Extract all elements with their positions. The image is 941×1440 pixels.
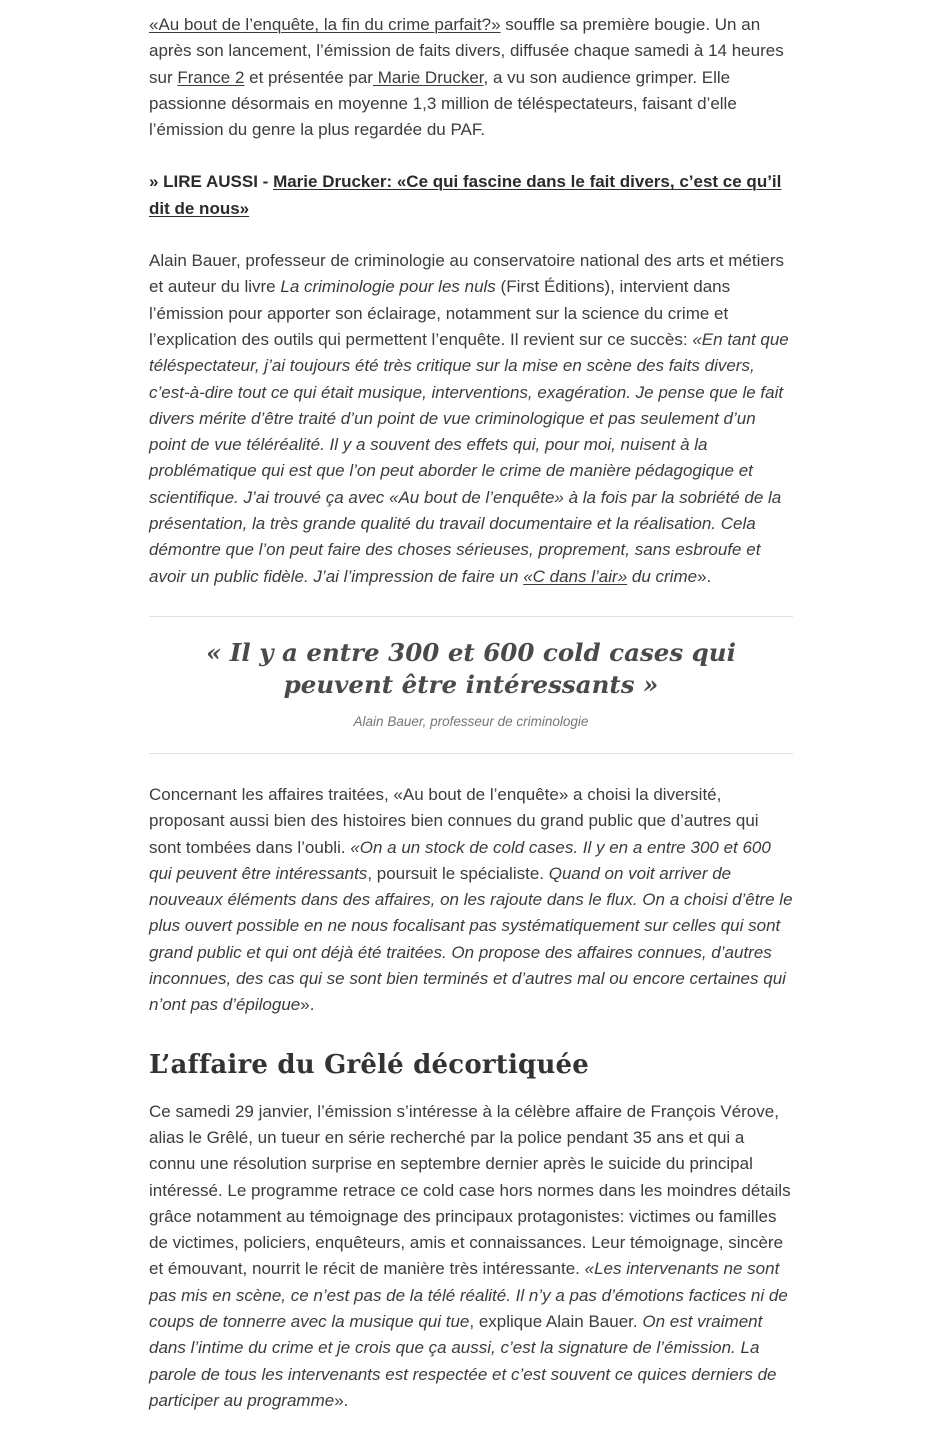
text-segment: La criminologie pour les nuls — [280, 277, 496, 297]
text-segment: , explique Alain Bauer. — [469, 1311, 643, 1331]
text-segment: Concernant les affaires traitées, «Au bout de l’enquête» a choisi la diversité, proposant aussi bien des histoires bien connues du grand public que d’autres qui sont tombées dans l’oubli. — [149, 784, 759, 857]
text-segment: «On a un stock de cold cases. Il y en a entre 300 et 600 qui peuvent être intéressants — [149, 837, 771, 883]
text-segment: Quand on voit arriver de nouveaux éléments dans des affaires, on les rajoute dans le flux. On a choisi d’être le plus ouvert possible en ne nous focalisant pas systématiquement sur celles qui sont grand public et qui ont déjà été traitées. On propose des affaires connues, d’autres inconnues, des cas qui se sont bien terminés et d’autres mal ou encore certaines qui n’ont pas d’épilogue — [149, 863, 793, 1015]
pull-quote-attribution: Alain Bauer, professeur de criminologie — [353, 713, 589, 729]
text-segment: et présentée par — [244, 67, 373, 87]
inline-link[interactable]: Marie Drucker — [372, 67, 484, 87]
text-segment: Alain Bauer, professeur de criminologie au conservatoire national des arts et métiers et auteur du livre — [149, 251, 785, 297]
bauer-paragraph — [149, 248, 793, 590]
inline-link[interactable]: «C dans l’air» — [523, 566, 628, 586]
text-segment: , a vu son audience grimper. Elle passionne désormais en moyenne 1,3 million de téléspectateurs, faisant d’elle l’émission du genre la plus regardée du PAF. — [149, 67, 737, 140]
text-segment: » LIRE AUSSI - — [149, 172, 274, 192]
read-also-block — [149, 169, 793, 222]
pull-quote — [149, 616, 793, 754]
text-segment: (First Éditions), intervient dans l’émission pour apporter son éclairage, notamment sur la science du crime et l’explication des outils qui permettent l’enquête. Il revient sur ce succès: — [149, 277, 731, 349]
grele-paragraph — [149, 1099, 793, 1415]
pull-quote-text: « Il y a entre 300 et 600 cold cases qui peuvent être intéressants » — [206, 637, 736, 699]
text-segment: «En tant que téléspectateur, j’ai toujours été très critique sur la mise en scène des faits divers, c’est-à-dire tout ce qui était musique, interventions, exagération. Je pense que le fait divers mérite d’être traité d’un point de vue criminologique et pas seulement d’un point de vue téléréalité. Il y a souvent des effets qui, pour moi, nuisent à la problématique qui est que l’on peut aborder le crime de manière pédagogique et scientifique. J’ai trouvé ça avec «Au bout de l’enquête» à la fois par la sobriété de la présentation, la très grande qualité du travail documentaire et la réalisation. Cela démontre que l’on peut faire des choses sérieuses, proprement, sans esbroufe et avoir un public fidèle. J’ai l’impression de faire un — [149, 329, 789, 586]
text-segment: du crime — [627, 566, 698, 586]
inline-link[interactable]: «Au bout de l’enquête, la fin du crime parfait?» — [149, 15, 501, 34]
inline-link[interactable]: France 2 — [177, 67, 245, 87]
inline-link[interactable]: Marie Drucker: «Ce qui fascine dans le fait divers, c’est ce qu’il dit de nous» — [149, 172, 782, 218]
cold-cases-paragraph — [149, 782, 793, 1019]
text-segment: ». — [697, 566, 712, 586]
intro-paragraph — [149, 12, 793, 143]
text-segment: souffle sa première bougie. Un an après son lancement, l’émission de faits divers, diffusée chaque samedi à 14 heures sur — [149, 15, 784, 87]
text-segment: , poursuit le spécialiste. — [367, 863, 549, 883]
text-segment: Ce samedi 29 janvier, l’émission s’intéresse à la célèbre affaire de François Vérove, alias le Grêlé, un tueur en série recherché par la police pendant 35 ans et qui a connu une résolution surprise en septembre dernier après le suicide du principal intéressé. Le programme retrace ce cold case hors normes dans les moindres détails grâce notamment au témoignage des principaux protagonistes: victimes ou familles de victimes, policiers, enquêteurs, amis et connaissances. Leur témoignage, sincère et émouvant, nourrit le récit de manière très intéressante. — [149, 1101, 791, 1279]
text-segment: ». — [300, 995, 315, 1015]
article-body — [149, 0, 793, 1414]
text-segment: «Les intervenants ne sont pas mis en scène, ce n’est pas de la télé réalité. Il n’y a pas d’émotions factices ni de coups de tonnerre avec la musique qui tue — [149, 1259, 788, 1331]
text-segment: ». — [334, 1390, 349, 1410]
section-heading: L’affaire du Grêlé décortiquée — [149, 1049, 590, 1080]
text-segment: On est vraiment dans l’intime du crime et je crois que ça aussi, c’est la signature de l’émission. La parole de tous les intervenants est respectée et c’est souvent ce quices derniers de participer au programme — [149, 1311, 777, 1410]
